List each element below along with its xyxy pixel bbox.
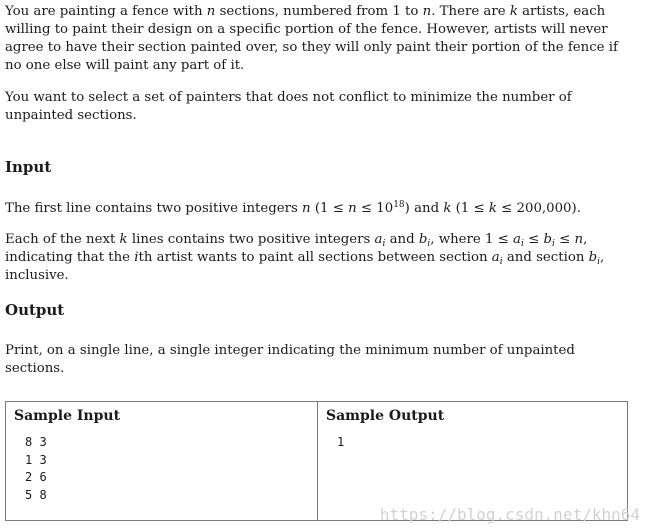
sample-output-text: 1 [337,435,345,449]
intro-paragraph-1: You are painting a fence with n sections, numbered from 1 to n. There are k artists, each willing to paint their design on a specific portion of the fence. However, artists will never agree to have their section painted over, so they will only paint their portion of the fence if no one else will paint any part of it. [5,4,618,73]
output-heading: Output [5,301,65,319]
input-paragraph-1: The first line contains two positive integers n $(1 \le n \le 10^{18})$ and k (1 ≤ k ≤ 200,000). [5,200,581,216]
output-paragraph: Print, on a single line, a single integer indicating the minimum number of unpainted sections. [5,343,575,376]
sample-output-title: Sample Output [326,408,445,424]
input-heading: Input [5,158,52,176]
sample-input-column [6,402,318,520]
watermark: https://blog.csdn.net/khn64 [379,505,640,524]
sample-table [5,401,628,521]
sample-input-title: Sample Input [14,408,121,424]
intro-paragraph-2: You want to select a set of painters that does not conflict to minimize the number of unpainted sections. [5,90,572,123]
sample-input-text: 8 3 1 3 2 6 5 8 [25,435,47,502]
sample-output-column [318,402,627,520]
input-paragraph-2: Each of the next k lines contains two positive integers $a_i$ and $b_i$, where $1 \le a_i \le b_i \le n$, indicating that the ith artist wants to paint all sections between section $a_i$ and section $b_i$, inclusive. [5,232,605,283]
